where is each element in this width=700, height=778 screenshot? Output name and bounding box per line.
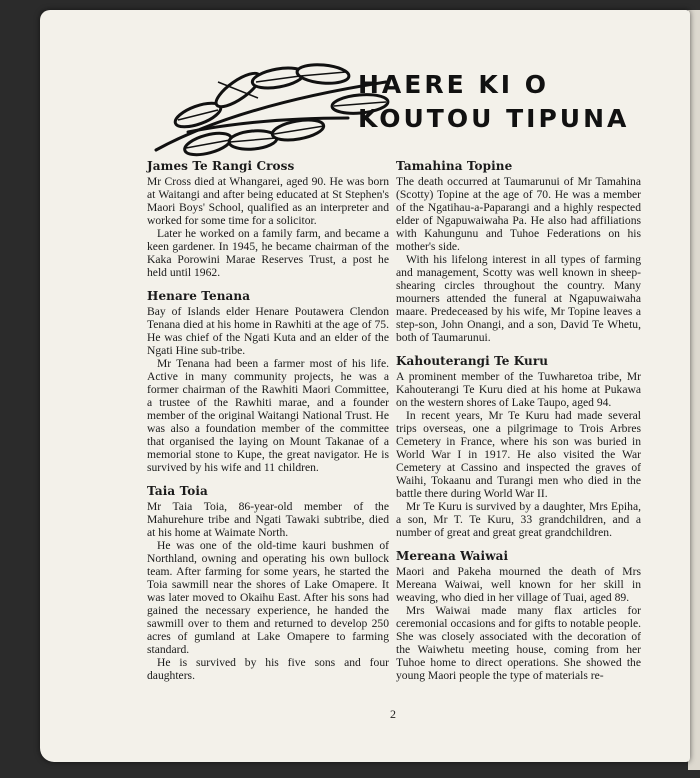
entry-paragraph: He was one of the old-time kauri bushmen of Northland, owning and operating his own bullock team. After farming for some years, he started the Toia sawmill near the shores of Lake Omapere. It was later moved to Okaihu East. After his sons had gained the necessary experience, he handed the sawmill over to them and returned to develop 250 acres of gumland at Lake Omapere to farming standard. (147, 539, 389, 656)
entry-paragraph: In recent years, Mr Te Kuru had made several trips overseas, one a pilgrimage to Trois Arbres Cemetery in France, where his son was buried in World War I in 1917. He also visited the War Cemetery at Cassino and inspected the graves of Waihi, Tokaanu and Turangi men who died in the battle there during World War II. (396, 409, 641, 500)
page-number: 2 (390, 707, 396, 721)
entry-heading: Tamahina Topine (396, 159, 513, 173)
entry-heading: James Te Rangi Cross (147, 159, 295, 173)
obituary-entry (396, 550, 641, 682)
obituary-entry (396, 160, 641, 344)
entry-paragraph: The death occurred at Taumarunui of Mr Tamahina (Scotty) Topine at the age of 70. He was a member of the Ngatihau-a-Paparangi and a highly respected elder of Ngapuwaiwaha Pa. He also had affiliations with Kahungunu and Tuhoe Federations on his mother's side. (396, 175, 641, 253)
entry-paragraph: Later he worked on a family farm, and became a keen gardener. In 1945, he became chairman of the Kaka Porowini Marae Reserves Trust, a post he held until 1962. (147, 227, 389, 279)
entry-paragraph: With his lifelong interest in all types of farming and management, Scotty was well known in sheep-shearing circles throughout the country. Many mourners attended the funeral at Ngapuwaiwaha maare. Predeceased by his wife, Mr Topine leaves a step-son, John Onangi, and a son, David Te Whetu, both of Taumarunui. (396, 253, 641, 344)
entry-heading: Mereana Waiwai (396, 549, 509, 563)
entry-heading: Taia Toia (147, 484, 208, 498)
obituary-entry (396, 355, 641, 539)
obituary-entry (147, 290, 389, 474)
obituary-entry (147, 160, 389, 279)
entry-heading: Kahouterangi Te Kuru (396, 354, 549, 368)
page (40, 10, 690, 762)
entry-paragraph: Mr Tenana had been a farmer most of his life. Active in many community projects, he was a former chairman of the Rawhiti Maori Committee, a trustee of the Rawhiti marae, and a founder member of the original Waitangi National Trust. He was also a foundation member of the committee that organised the laying on Mount Takanae of a memorial stone to Kupe, the great navigator. He is survived by his wife and 11 children. (147, 357, 389, 474)
entry-paragraph: Mr Te Kuru is survived by a daughter, Mrs Epiha, a son, Mr T. Te Kuru, 33 grandchildren, and a number of great and great great grandchildren. (396, 500, 641, 539)
entry-paragraph: Mr Taia Toia, 86-year-old member of the Mahurehure tribe and Ngati Tawaki subtribe, died at his home at Waimate North. (147, 500, 389, 539)
entry-paragraph: Mrs Waiwai made many flax articles for ceremonial occasions and for gifts to notable people. She was closely associated with the decoration of the Waiwhetu meeting house, coming from her Tuhoe home to direct operations. She showed the young Maori people the type of materials re- (396, 604, 641, 682)
entry-paragraph: Mr Cross died at Whangarei, aged 90. He was born at Waitangi and after being educated at St Stephen's Maori Boys' School, qualified as an interpreter and worked for some time for a solicitor. (147, 175, 389, 227)
entry-paragraph: Bay of Islands elder Henare Poutawera Clendon Tenana died at his home in Rawhiti at the age of 75. He was chief of the Ngati Kuta and an elder of the Ngati Hine sub-tribe. (147, 305, 389, 357)
right-column (396, 160, 641, 693)
obituary-entry (147, 485, 389, 682)
left-column (147, 160, 389, 693)
title-line-2: KOUTOU TIPUNA (358, 104, 630, 133)
entry-heading: Henare Tenana (147, 289, 251, 303)
entry-paragraph: A prominent member of the Tuwharetoa tribe, Mr Kahouterangi Te Kuru died at his home at Pukawa on the western shores of Lake Taupo, aged 94. (396, 370, 641, 409)
entry-paragraph: Maori and Pakeha mourned the death of Mrs Mereana Waiwai, well known for her skill in weaving, who died in her village of Tuai, aged 89. (396, 565, 641, 604)
entry-paragraph: He is survived by his five sons and four daughters. (147, 656, 389, 682)
page-title (358, 68, 688, 136)
title-line-1: HAERE KI O (358, 70, 550, 99)
